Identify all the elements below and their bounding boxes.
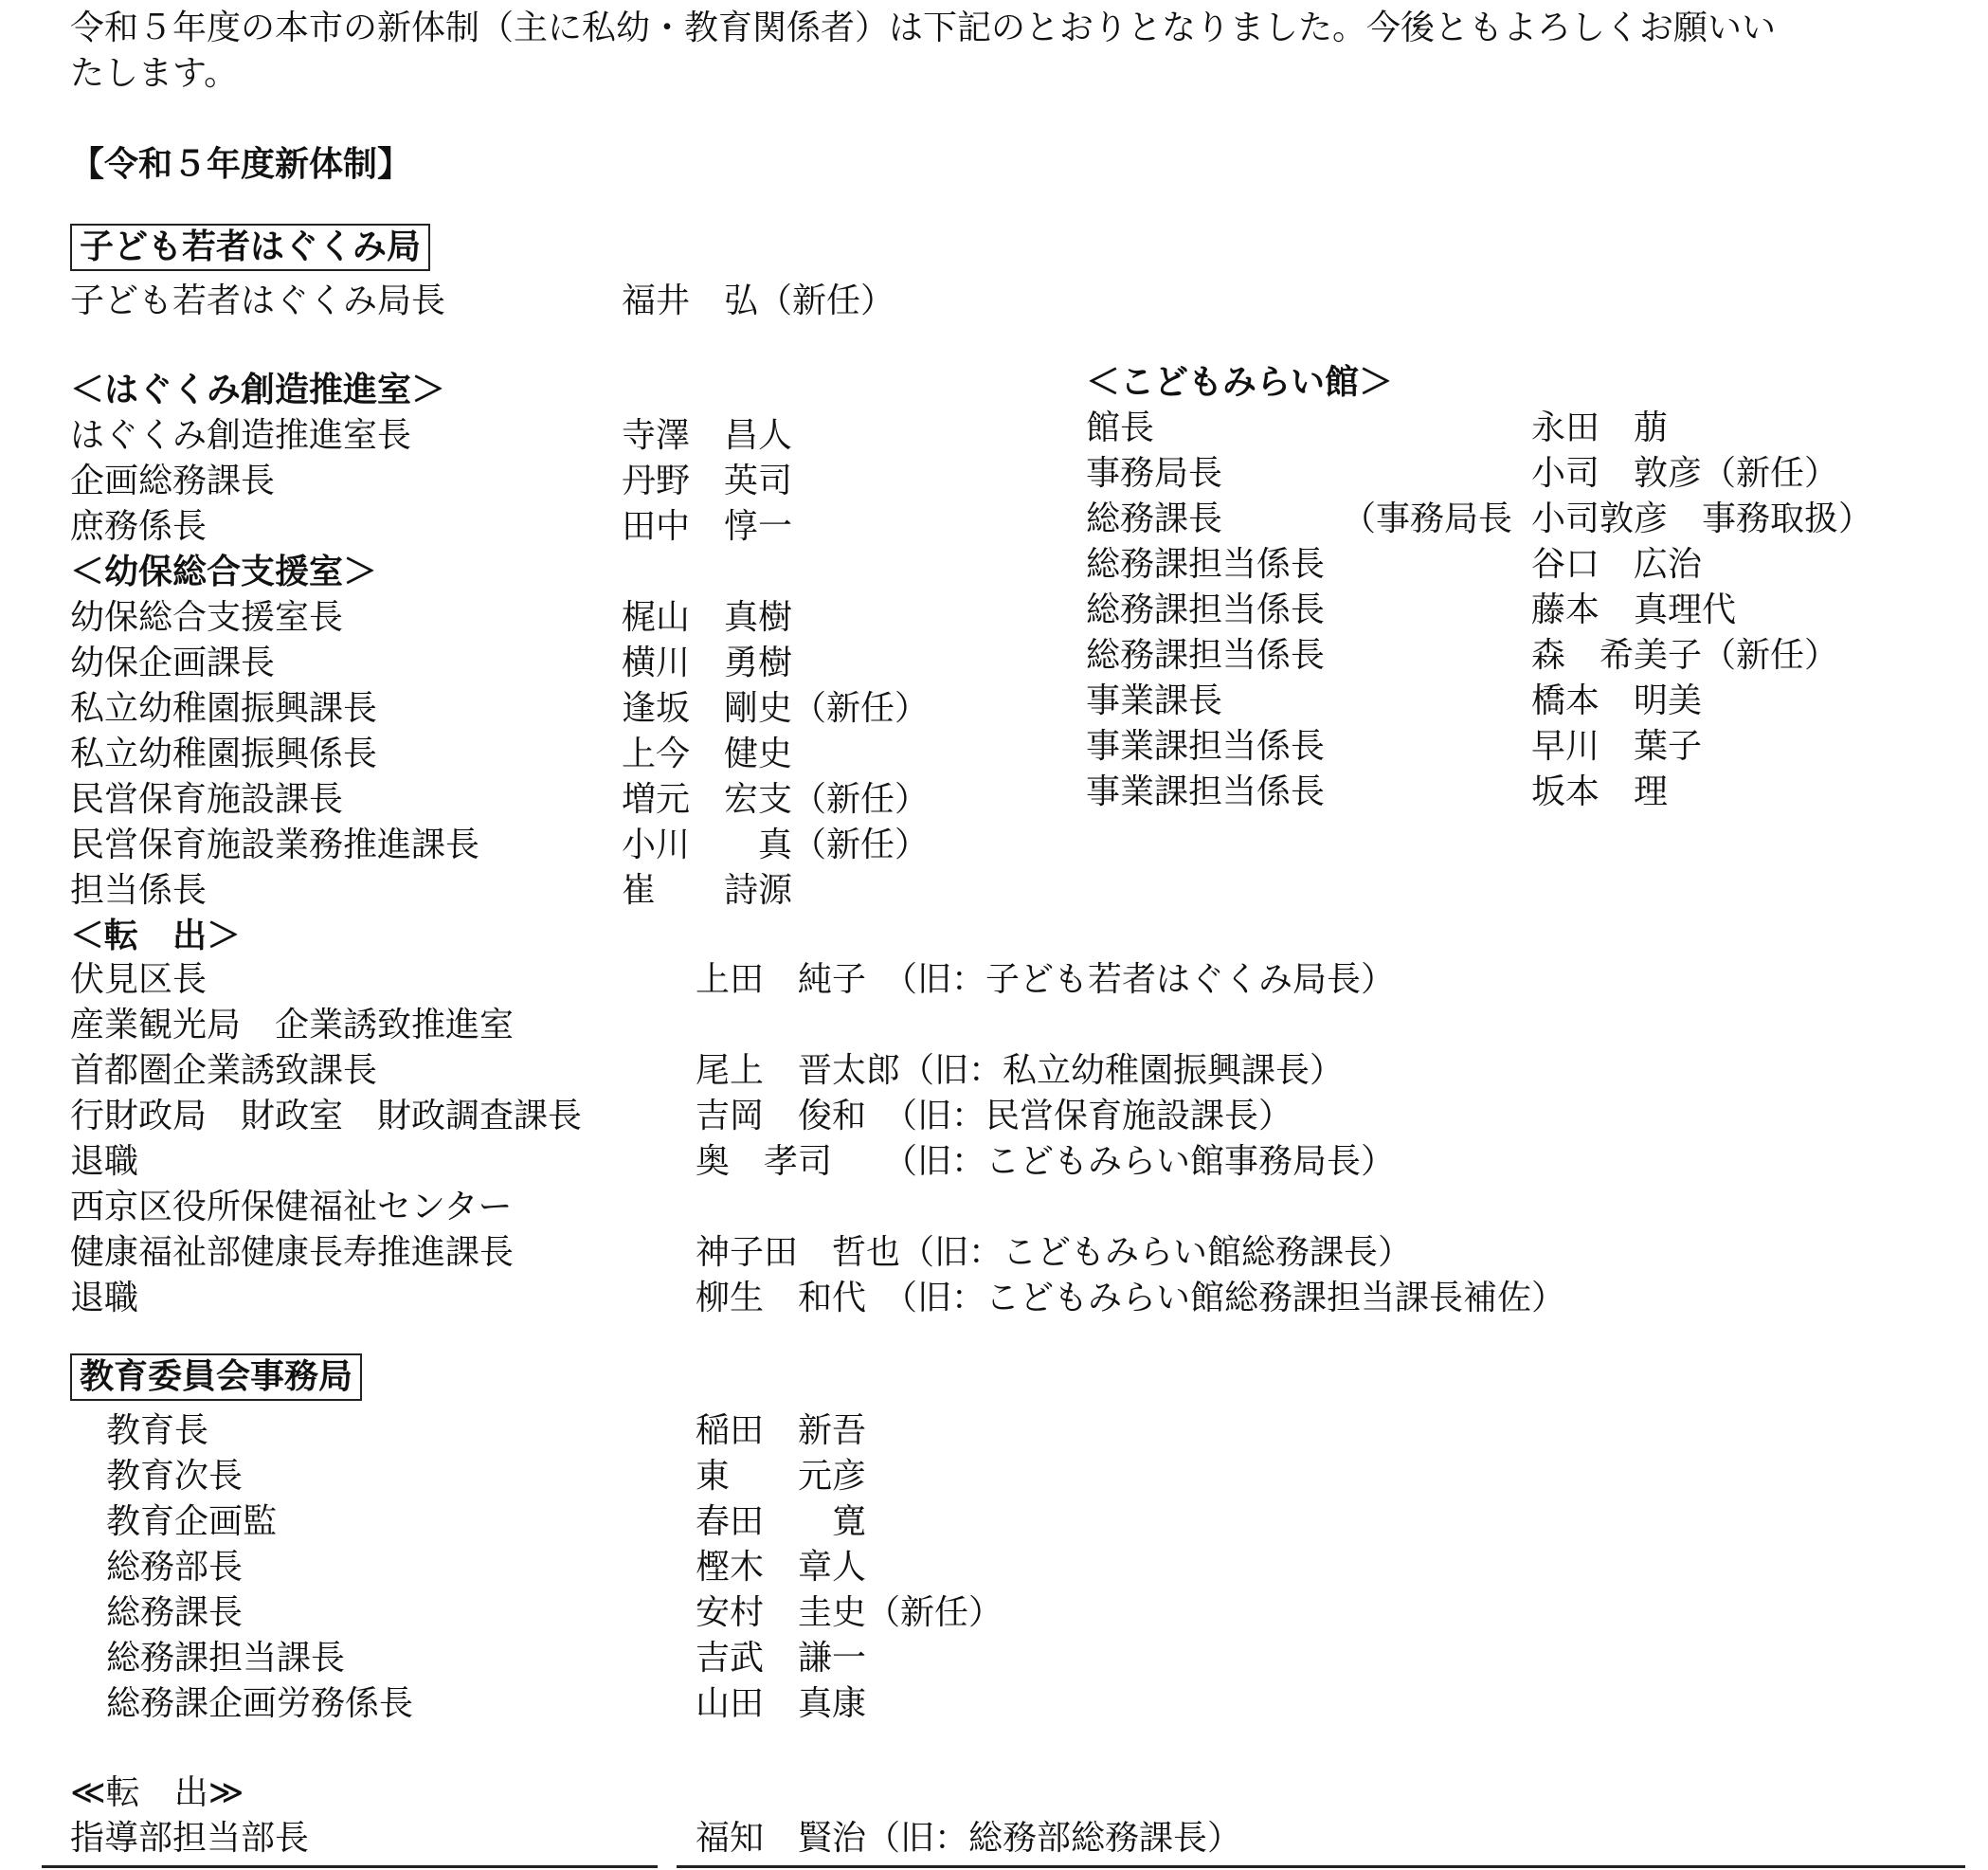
staff-role: 幼保企画課長: [70, 644, 276, 682]
staff-role: 庶務係長: [70, 507, 208, 546]
bureau-title-kodomo: 子ども若者はぐくみ局: [70, 224, 430, 271]
bottom-box-edge-left: [42, 1865, 658, 1868]
staff-role: 総務部長: [106, 1548, 244, 1587]
staff-name: 逢坂 剛史（新任）: [622, 689, 930, 728]
staff-role: 総務課担当係長: [1086, 590, 1326, 629]
staff-role: 私立幼稚園振興課長: [70, 689, 378, 728]
staff-name: 森 希美子（新任）: [1531, 636, 1839, 675]
staff-role: 民営保育施設業務推進課長: [70, 826, 480, 864]
staff-name: 小川 真（新任）: [622, 826, 930, 864]
staff-name: 春田 寛: [696, 1502, 867, 1541]
staff-name: 寺澤 昌人: [622, 416, 793, 455]
director-role: 子ども若者はぐくみ局長: [70, 281, 446, 320]
staff-name: 樫木 章人: [696, 1548, 867, 1587]
staff-role: 企画総務課長: [70, 462, 276, 500]
transfer-role: 行財政局 財政室 財政調査課長: [70, 1097, 583, 1135]
staff-name: 梶山 真樹: [622, 598, 793, 637]
transfer-role: 指導部担当部長: [70, 1819, 310, 1858]
staff-role: 総務課担当係長: [1086, 636, 1326, 675]
transfer-role: 退職: [70, 1142, 139, 1181]
transfer-role: 産業観光局 企業誘致推進室: [70, 1006, 515, 1044]
staff-role: 総務課企画労務係長: [106, 1684, 414, 1723]
staff-role: 総務課担当係長: [1086, 545, 1326, 584]
staff-name: 上今 健史: [622, 735, 793, 773]
staff-role: 事業課担当係長: [1086, 727, 1326, 766]
staff-role: 総務課長: [106, 1593, 244, 1632]
staff-name: 小司 敦彦（新任）: [1531, 454, 1839, 493]
staff-name: 永田 萠: [1531, 408, 1669, 447]
subsection-title-youho: ＜幼保総合支援室＞: [70, 553, 378, 591]
staff-role: 教育次長: [106, 1457, 244, 1496]
staff-name: 丹野 英司: [622, 462, 793, 500]
bottom-box-edge-right: [677, 1865, 1965, 1868]
staff-name: 小司敦彦 事務取扱）: [1531, 499, 1873, 538]
transfer-role: 健康福祉部健康長寿推進課長: [70, 1233, 515, 1272]
transfer-name: 柳生 和代 （旧：こどもみらい館総務課担当課長補佐）: [696, 1279, 1566, 1317]
bureau-title-kyoiku: 教育委員会事務局: [70, 1353, 362, 1401]
staff-name: 安村 圭史（新任）: [696, 1593, 1003, 1632]
staff-name: 東 元彦: [696, 1457, 867, 1496]
staff-role: 事務局長: [1086, 454, 1223, 493]
transfer-role: 首都圏企業誘致課長: [70, 1051, 378, 1090]
transfer-name: 福知 賢治（旧：総務部総務課長）: [696, 1819, 1242, 1858]
staff-name: 崔 詩源: [622, 871, 793, 910]
staff-role: 民営保育施設課長: [70, 780, 344, 819]
staff-note: （事務局長: [1342, 499, 1513, 538]
staff-name: 稲田 新吾: [696, 1411, 867, 1450]
staff-name: 田中 惇一: [622, 507, 793, 546]
staff-role: 教育企画監: [106, 1502, 278, 1541]
staff-role: 総務課長: [1086, 499, 1223, 538]
staff-role: 私立幼稚園振興係長: [70, 735, 378, 773]
transfer-name: 神子田 哲也（旧：こどもみらい館総務課長）: [696, 1233, 1413, 1272]
transfer-name: 上田 純子 （旧：子ども若者はぐくみ局長）: [696, 960, 1396, 999]
staff-role: 館長: [1086, 408, 1155, 447]
subsection-title-hagukumi: ＜はぐくみ創造推進室＞: [70, 371, 446, 409]
staff-role: 担当係長: [70, 871, 208, 910]
staff-name: 橋本 明美: [1531, 681, 1703, 720]
transfer-role: 退職: [70, 1279, 139, 1317]
director-name: 福井 弘（新任）: [622, 281, 895, 320]
staff-role: 幼保総合支援室長: [70, 598, 344, 637]
section-heading: 【令和５年度新体制】: [70, 145, 412, 184]
staff-role: 教育長: [106, 1411, 209, 1450]
transfer-name: 吉岡 俊和 （旧：民営保育施設課長）: [696, 1097, 1293, 1135]
subsection-title-transfer-2: ≪転 出≫: [70, 1773, 244, 1812]
transfer-role: 伏見区長: [70, 960, 208, 999]
staff-role: 事業課長: [1086, 681, 1223, 720]
staff-name: 吉武 謙一: [696, 1639, 867, 1678]
transfer-name: 尾上 晋太郎（旧：私立幼稚園振興課長）: [696, 1051, 1345, 1090]
intro-line-1: 令和５年度の本市の新体制（主に私幼・教育関係者）は下記のとおりとなりました。今後ともよろしくお願いい: [70, 9, 1777, 47]
staff-name: 横川 勇樹: [622, 644, 793, 682]
staff-role: 事業課担当係長: [1086, 772, 1326, 811]
staff-name: 増元 宏支（新任）: [622, 780, 930, 819]
staff-role: はぐくみ創造推進室長: [70, 416, 412, 455]
transfer-name: 奥 孝司 （旧：こどもみらい館事務局長）: [696, 1142, 1396, 1181]
transfer-role: 西京区役所保健福祉センター: [70, 1188, 513, 1226]
staff-name: 坂本 理: [1531, 772, 1669, 811]
staff-name: 山田 真康: [696, 1684, 867, 1723]
staff-name: 早川 葉子: [1531, 727, 1703, 766]
subsection-title-mirai: ＜こどもみらい館＞: [1086, 363, 1394, 402]
staff-name: 藤本 真理代: [1531, 590, 1737, 629]
staff-role: 総務課担当課長: [106, 1639, 346, 1678]
staff-name: 谷口 広治: [1531, 545, 1703, 584]
subsection-title-transfer: ＜転 出＞: [70, 917, 242, 955]
intro-line-2: たします。: [70, 54, 239, 93]
